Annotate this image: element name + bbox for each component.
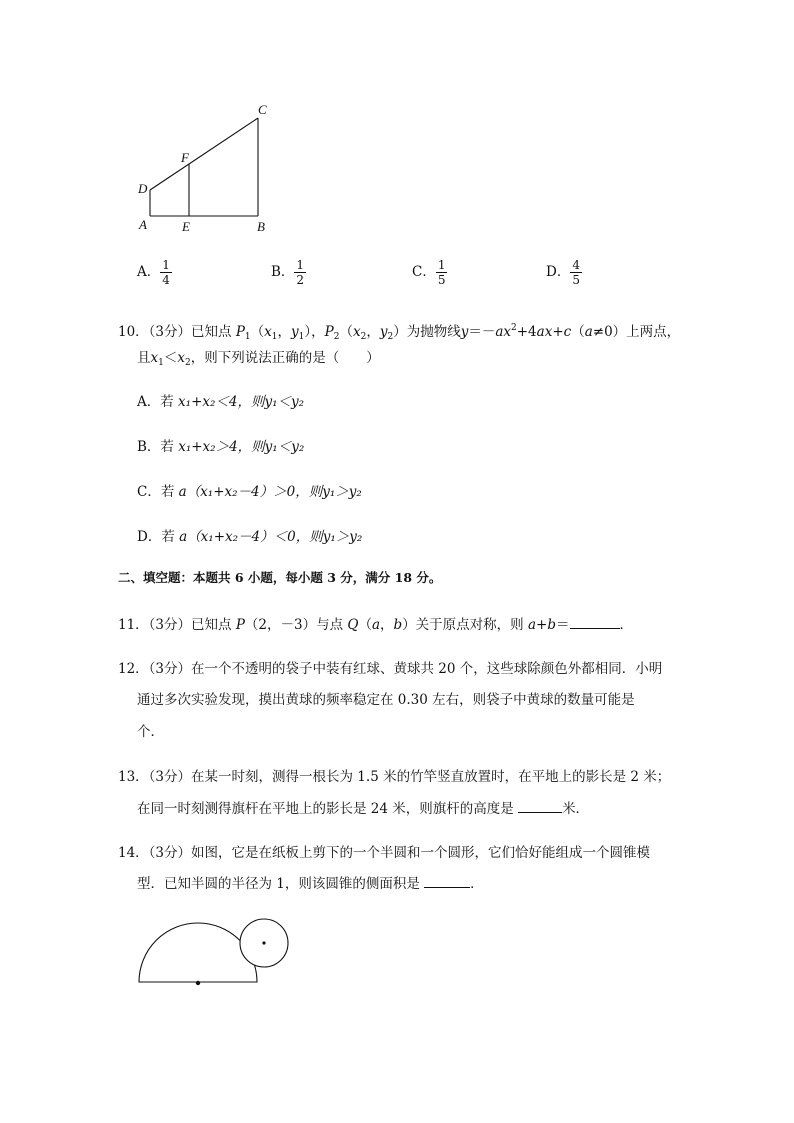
sub: 2 (360, 332, 367, 342)
var: c (563, 324, 572, 340)
var-p1: P (235, 324, 245, 340)
numerator: 1 (162, 258, 170, 272)
option-letter: A．若 (137, 394, 179, 410)
text: ． (619, 617, 633, 633)
numerator: 1 (437, 258, 446, 272)
text: ， (380, 617, 394, 633)
text: （ (571, 324, 585, 340)
sub: 2 (184, 358, 191, 368)
denominator: 2 (296, 273, 305, 287)
q10-option-c (137, 482, 362, 502)
var: b (393, 617, 403, 633)
sub: 1 (244, 332, 251, 342)
option-result: y₁＜y₂ (264, 394, 305, 410)
sup: 2 (511, 323, 517, 333)
option-letter: B． (271, 264, 295, 280)
option-letter: D． (546, 264, 571, 280)
option-condition: a（x₁+x₂－4）＞0，则 (178, 484, 323, 500)
option-letter: C． (412, 264, 436, 280)
geometry-figure-semicircle-circle (134, 912, 294, 992)
var-p2: P (324, 324, 334, 340)
q14-line-1: 14．（3分）如图，它是在纸板上剪下的一个半圆和一个圆形，它们恰好能组成一个圆锥模 (118, 845, 651, 861)
text: ， (277, 324, 292, 340)
text: 在同一时刻测得旗杆在平地上的影长是 24 米，则旗杆的高度是 (137, 801, 519, 817)
option-condition: x₁+x₂＜4，则 (178, 394, 265, 410)
text: （2，－3）与点 (244, 617, 348, 633)
text: 且 (137, 350, 151, 366)
text: ）关于原点对称，则 (402, 617, 528, 633)
small-circle-center-dot (262, 941, 265, 944)
text: ＝－ (468, 324, 496, 340)
sub: 2 (333, 332, 340, 342)
text: （ (339, 324, 353, 340)
option-condition: x₁+x₂＞4，则 (178, 439, 265, 455)
var: P (235, 617, 245, 633)
var: a (371, 617, 381, 633)
q13-line-2 (137, 798, 589, 819)
q10-option-a (137, 392, 304, 412)
label-C: C (258, 102, 267, 117)
q12-line-2: 通过多次实验发现，摸出黄球的频率稳定在 0.30 左右，则袋子中黄球的数量可能是 (137, 692, 635, 708)
label-D: D (138, 181, 148, 196)
label-E: E (182, 219, 190, 234)
sub: 1 (158, 358, 164, 368)
text: ． (470, 876, 484, 892)
var: x (352, 324, 361, 340)
q12-line-3: 个． (137, 724, 164, 740)
option-result: y₁＜y₂ (264, 439, 305, 455)
text: （ (358, 617, 372, 633)
q10-number: 10．（3分）已知点 (118, 324, 232, 340)
q14-line-2 (137, 873, 484, 894)
label-B: B (257, 219, 265, 234)
text: ， (366, 324, 380, 340)
text: ）， (304, 324, 325, 340)
text: 米． (562, 801, 590, 817)
option-letter: A． (137, 264, 161, 280)
sub: 1 (271, 332, 278, 342)
option-result: y₁＞y₂ (322, 484, 362, 500)
q9-option-c (412, 258, 447, 287)
fraction (294, 258, 306, 287)
text: 型．已知半圆的半径为 1，则该圆锥的侧面积是 (137, 876, 425, 892)
fraction (160, 258, 172, 287)
q10-option-b (137, 437, 304, 457)
var: y (379, 324, 388, 340)
answer-blank[interactable] (518, 798, 562, 813)
answer-blank[interactable] (424, 873, 470, 888)
option-letter: B．若 (137, 439, 179, 455)
answer-blank[interactable] (570, 614, 620, 629)
sub: 1 (298, 332, 305, 342)
text: ，则下列说法正确的是（ ） (190, 350, 380, 366)
var: y (291, 324, 299, 340)
fraction (436, 258, 448, 287)
sub: 2 (387, 332, 394, 342)
geometry-figure-trapezoid (130, 98, 280, 238)
var: a+b (527, 617, 556, 633)
text: ≠0）上两点， (592, 324, 681, 340)
semicircle-center-dot (196, 981, 200, 985)
denominator: 5 (437, 273, 446, 287)
text: 11．（3分）已知点 (118, 617, 236, 633)
section-heading: 二、填空题：本题共 6 小题，每小题 3 分，满分 18 分。 (118, 570, 442, 585)
var: ax (536, 324, 553, 340)
var: a (584, 324, 593, 340)
q10-line-1 (118, 318, 680, 347)
option-result: y₁＞y₂ (322, 529, 363, 545)
label-A: A (139, 217, 147, 232)
var: x (177, 350, 185, 366)
var: ax (495, 324, 512, 340)
q11 (118, 614, 633, 635)
q10-option-d (137, 527, 362, 547)
text: ）为抛物线 (393, 324, 461, 340)
q13-line-1: 13．（3分）在某一时刻，测得一根长为 1.5 米的竹竿竖直放置时，在平地上的影长是 2 米； (118, 769, 671, 785)
q9-option-b (271, 258, 306, 287)
text: （ (250, 324, 265, 340)
q12-line-1: 12．（3分）在一个不透明的袋子中装有红球、黄球共 20 个，这些球除颜色外都相同．小明 (118, 661, 663, 677)
numerator: 1 (296, 258, 305, 272)
q9-option-d (546, 258, 582, 287)
text: + (552, 324, 564, 340)
q9-option-a (137, 258, 172, 287)
semicircle (139, 923, 257, 982)
text: ＝ (556, 617, 570, 633)
var: Q (347, 617, 359, 633)
numerator: 4 (572, 258, 580, 272)
var: x (264, 324, 272, 340)
option-letter: D．若 (137, 529, 180, 545)
fraction (570, 258, 582, 287)
var: x (150, 350, 159, 366)
option-condition: a（x₁+x₂－4）＜0，则 (179, 529, 323, 545)
option-letter: C．若 (137, 484, 179, 500)
text: +4 (516, 324, 537, 340)
label-F: F (181, 150, 189, 165)
denominator: 5 (572, 273, 580, 287)
denominator: 4 (162, 273, 170, 287)
q10-line-2 (137, 348, 380, 373)
segment-DC (150, 118, 258, 190)
text: ＜ (163, 350, 178, 366)
var: y (460, 324, 469, 340)
